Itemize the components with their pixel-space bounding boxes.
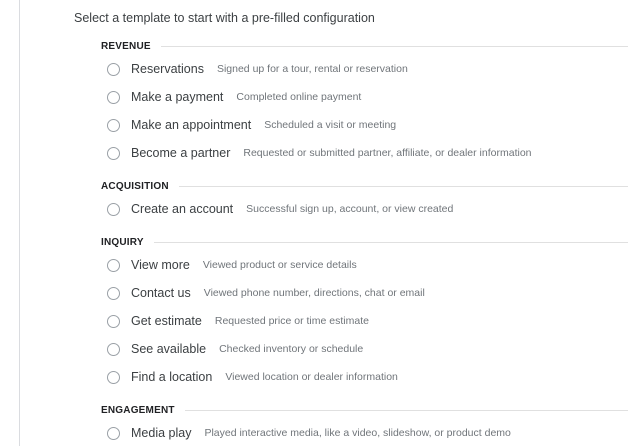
option-label: Make an appointment	[131, 118, 252, 132]
radio-button[interactable]	[107, 343, 120, 356]
section-title: INQUIRY	[101, 236, 144, 248]
option-become-a-partner[interactable]	[107, 144, 532, 162]
option-label: See available	[131, 342, 207, 356]
option-make-a-payment[interactable]	[107, 88, 361, 106]
option-label: Find a location	[131, 370, 213, 384]
option-description: Requested price or time estimate	[214, 315, 369, 327]
section-header-engagement	[101, 404, 628, 416]
radio-button[interactable]	[107, 147, 120, 160]
option-description: Requested or submitted partner, affiliate, or dealer information	[243, 147, 532, 159]
section-title: ACQUISITION	[101, 180, 169, 192]
option-find-a-location[interactable]	[107, 368, 398, 386]
option-label: Reservations	[131, 62, 204, 76]
option-description: Viewed phone number, directions, chat or email	[203, 287, 425, 299]
option-description: Viewed product or service details	[202, 259, 357, 271]
left-divider	[19, 0, 20, 446]
section-header-acquisition	[101, 180, 628, 192]
radio-button[interactable]	[107, 119, 120, 132]
option-create-an-account[interactable]	[107, 200, 453, 218]
section-title: REVENUE	[101, 40, 151, 52]
section-title: ENGAGEMENT	[101, 404, 175, 416]
section-divider	[185, 410, 628, 411]
option-description: Successful sign up, account, or view created	[246, 203, 454, 215]
radio-button[interactable]	[107, 315, 120, 328]
section-divider	[161, 46, 628, 47]
option-label: Contact us	[131, 286, 191, 300]
option-description: Scheduled a visit or meeting	[264, 119, 397, 131]
radio-button[interactable]	[107, 371, 120, 384]
option-label: View more	[131, 258, 190, 272]
option-contact-us[interactable]	[107, 284, 425, 302]
section-header-inquiry	[101, 236, 628, 248]
option-label: Become a partner	[131, 146, 231, 160]
radio-button[interactable]	[107, 91, 120, 104]
option-reservations[interactable]	[107, 60, 408, 78]
option-get-estimate[interactable]	[107, 312, 369, 330]
option-label: Create an account	[131, 202, 234, 216]
option-view-more[interactable]	[107, 256, 357, 274]
section-divider	[179, 186, 628, 187]
option-media-play[interactable]	[107, 424, 511, 442]
option-see-available[interactable]	[107, 340, 363, 358]
radio-button[interactable]	[107, 63, 120, 76]
radio-button[interactable]	[107, 287, 120, 300]
option-description: Played interactive media, like a video, slideshow, or product demo	[204, 427, 511, 439]
option-make-an-appointment[interactable]	[107, 116, 396, 134]
option-description: Viewed location or dealer information	[225, 371, 398, 383]
option-description: Completed online payment	[236, 91, 362, 103]
option-description: Checked inventory or schedule	[219, 343, 364, 355]
option-label: Media play	[131, 426, 192, 440]
radio-button[interactable]	[107, 203, 120, 216]
intro-text: Select a template to start with a pre-filled configuration	[74, 11, 375, 25]
section-divider	[154, 242, 628, 243]
section-header-revenue	[101, 40, 628, 52]
radio-button[interactable]	[107, 427, 120, 440]
option-label: Get estimate	[131, 314, 202, 328]
radio-button[interactable]	[107, 259, 120, 272]
option-description: Signed up for a tour, rental or reservation	[216, 63, 408, 75]
option-label: Make a payment	[131, 90, 224, 104]
